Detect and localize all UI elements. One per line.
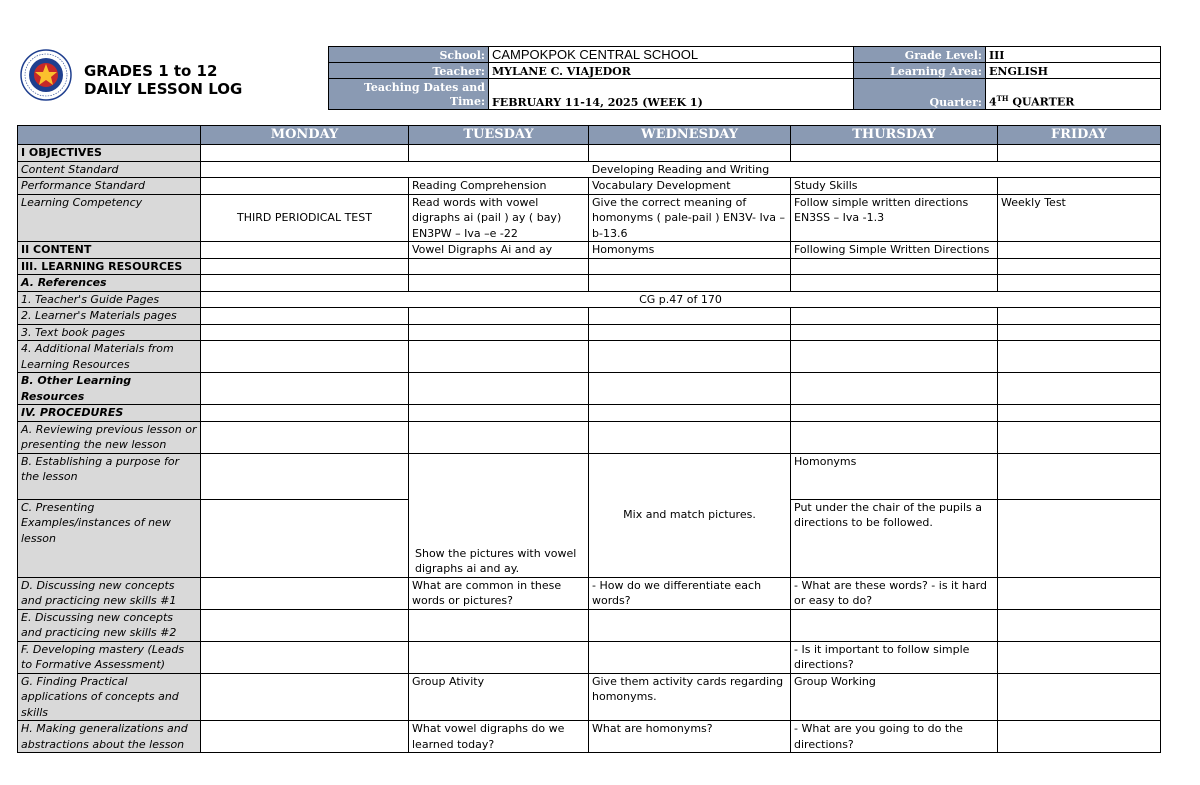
- performance-thursday: Study Skills: [791, 178, 998, 195]
- lesson-log-table: [17, 125, 1161, 753]
- table-row: [18, 291, 1161, 308]
- learning-area-label: Learning Area:: [854, 63, 986, 79]
- row-label-proc-a: A. Reviewing previous lesson or presenting the new lesson: [18, 421, 201, 453]
- proc-h-tuesday: What vowel digraphs do we learned today?: [409, 721, 589, 753]
- row-label-learning-competency: Learning Competency: [18, 194, 201, 242]
- content-thursday: Following Simple Written Directions: [791, 242, 998, 259]
- table-row: [18, 161, 1161, 178]
- row-label-proc-e: E. Discussing new concepts and practicing new skills #2: [18, 609, 201, 641]
- content-wednesday: Homonyms: [589, 242, 791, 259]
- teachers-guide-value: CG p.47 of 170: [201, 291, 1161, 308]
- competency-wednesday: Give the correct meaning of homonyms ( pale-pail ) EN3V- Iva –b-13.6: [589, 194, 791, 242]
- proc-h-wednesday: What are homonyms?: [589, 721, 791, 753]
- header-info-table: [328, 46, 1161, 110]
- competency-thursday: Follow simple written directions EN3SS – Iva -1.3: [791, 194, 998, 242]
- row-label-content-standard: Content Standard: [18, 161, 201, 178]
- row-label-content: II CONTENT: [18, 242, 201, 259]
- performance-wednesday: Vocabulary Development: [589, 178, 791, 195]
- competency-friday: Weekly Test: [998, 194, 1161, 242]
- teaching-dates-value: FEBRUARY 11-14, 2025 (WEEK 1): [489, 79, 854, 110]
- content-standard-value: Developing Reading and Writing: [201, 161, 1161, 178]
- proc-g-wednesday: Give them activity cards regarding homonyms.: [589, 673, 791, 721]
- proc-d-thursday: - What are these words? - is it hard or easy to do?: [791, 577, 998, 609]
- table-row: [18, 178, 1161, 195]
- quarter-text: QUARTER: [1008, 96, 1075, 109]
- competency-tuesday: Read words with vowel digraphs ai (pail ) ay ( bay) EN3PW – Iva –e -22: [409, 194, 589, 242]
- proc-bc-wednesday: Mix and match pictures.: [589, 453, 791, 577]
- proc-b-thursday: Homonyms: [791, 453, 998, 499]
- quarter-value: [986, 79, 1161, 110]
- row-label-other-resources: B. Other Learning Resources: [18, 373, 201, 405]
- table-row: [18, 405, 1161, 422]
- competency-monday: THIRD PERIODICAL TEST: [201, 194, 409, 242]
- proc-h-thursday: - What are you going to do the directions?: [791, 721, 998, 753]
- performance-tuesday: Reading Comprehension: [409, 178, 589, 195]
- content-tuesday: Vowel Digraphs Ai and ay: [409, 242, 589, 259]
- row-label-proc-c: C. Presenting Examples/instances of new lesson: [18, 499, 201, 577]
- quarter-label: Quarter:: [854, 79, 986, 110]
- row-label-proc-f: F. Developing mastery (Leads to Formative Assessment): [18, 641, 201, 673]
- table-row: [18, 194, 1161, 242]
- grade-level-value: III: [986, 47, 1161, 63]
- day-monday: MONDAY: [201, 126, 409, 145]
- table-row: [18, 145, 1161, 162]
- proc-c-thursday: Put under the chair of the pupils a directions to be followed.: [791, 499, 998, 577]
- day-header-blank: [18, 126, 201, 145]
- quarter-suffix: TH: [996, 94, 1009, 104]
- table-row: [18, 673, 1161, 721]
- proc-d-wednesday: - How do we differentiate each words?: [589, 577, 791, 609]
- school-value: CAMPOKPOK CENTRAL SCHOOL: [489, 47, 854, 63]
- day-tuesday: TUESDAY: [409, 126, 589, 145]
- table-row: [18, 373, 1161, 405]
- table-row: [18, 609, 1161, 641]
- document-title: [84, 62, 242, 98]
- table-row: [18, 453, 1161, 499]
- proc-bc-tuesday: Show the pictures with vowel digraphs ai and ay.: [409, 453, 589, 577]
- quarter-number: 4: [989, 96, 997, 109]
- title-line-2: DAILY LESSON LOG: [84, 80, 243, 98]
- row-label-performance-standard: Performance Standard: [18, 178, 201, 195]
- day-thursday: THURSDAY: [791, 126, 998, 145]
- table-row: [18, 421, 1161, 453]
- row-label-teachers-guide: 1. Teacher's Guide Pages: [18, 291, 201, 308]
- title-line-1: GRADES 1 to 12: [84, 62, 218, 80]
- row-label-objectives: I OBJECTIVES: [18, 145, 201, 162]
- proc-d-tuesday: What are common in these words or pictures?: [409, 577, 589, 609]
- row-label-textbook: 3. Text book pages: [18, 324, 201, 341]
- row-label-learning-resources: III. LEARNING RESOURCES: [18, 258, 201, 275]
- day-friday: FRIDAY: [998, 126, 1161, 145]
- table-row: [18, 341, 1161, 373]
- day-wednesday: WEDNESDAY: [589, 126, 791, 145]
- learning-area-value: ENGLISH: [986, 63, 1161, 79]
- teacher-value: MYLANE C. VIAJEDOR: [489, 63, 854, 79]
- day-header-row: [18, 126, 1161, 145]
- table-row: [18, 324, 1161, 341]
- row-label-proc-g: G. Finding Practical applications of concepts and skills: [18, 673, 201, 721]
- row-label-references: A. References: [18, 275, 201, 292]
- teacher-label: Teacher:: [329, 63, 489, 79]
- row-label-proc-b: B. Establishing a purpose for the lesson: [18, 453, 201, 499]
- grade-level-label: Grade Level:: [854, 47, 986, 63]
- table-row: [18, 242, 1161, 259]
- table-row: [18, 258, 1161, 275]
- school-label: School:: [329, 47, 489, 63]
- proc-f-thursday: - Is it important to follow simple directions?: [791, 641, 998, 673]
- table-row: [18, 308, 1161, 325]
- table-row: [18, 641, 1161, 673]
- row-label-procedures: IV. PROCEDURES: [18, 405, 201, 422]
- table-row: [18, 721, 1161, 753]
- row-label-proc-d: D. Discussing new concepts and practicing new skills #1: [18, 577, 201, 609]
- row-label-learners-materials: 2. Learner's Materials pages: [18, 308, 201, 325]
- row-label-additional-materials: 4. Additional Materials from Learning Resources: [18, 341, 201, 373]
- row-label-proc-h: H. Making generalizations and abstractions about the lesson: [18, 721, 201, 753]
- teaching-dates-label: Teaching Dates and Time:: [329, 79, 489, 110]
- proc-g-thursday: Group Working: [791, 673, 998, 721]
- deped-seal-logo: [20, 49, 72, 101]
- table-row: [18, 577, 1161, 609]
- table-row: [18, 275, 1161, 292]
- proc-g-tuesday: Group Ativity: [409, 673, 589, 721]
